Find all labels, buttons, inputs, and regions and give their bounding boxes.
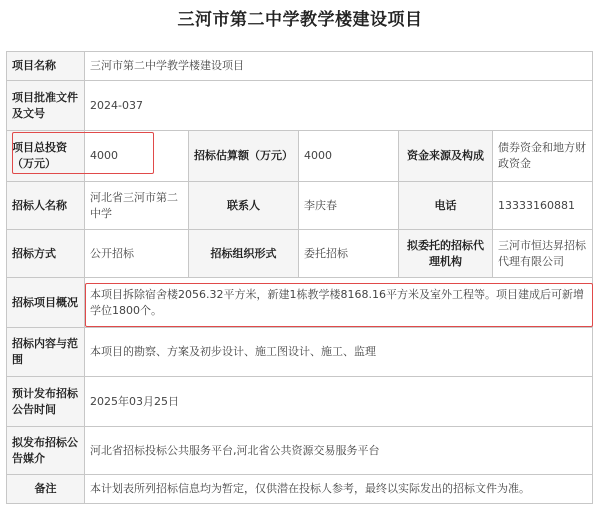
publish-time-value: 2025年03月25日 xyxy=(85,377,593,427)
contact-label: 联系人 xyxy=(189,182,299,230)
media-label: 拟发布招标公告媒介 xyxy=(7,427,85,475)
bid-estimate-value: 4000 xyxy=(299,131,399,182)
phone-label: 电话 xyxy=(399,182,493,230)
total-investment-label: 项目总投资（万元） xyxy=(7,131,85,182)
table-row xyxy=(7,131,593,182)
project-name-value: 三河市第二中学教学楼建设项目 xyxy=(85,52,593,81)
overview-value: 本项目拆除宿舍楼2056.32平方米，新建1栋教学楼8168.16平方米及室外工程等。项目建成后可新增学位1800个。 xyxy=(85,278,593,328)
tenderer-label: 招标人名称 xyxy=(7,182,85,230)
funding-source-value: 债券资金和地方财政资金 xyxy=(493,131,593,182)
tender-method-label: 招标方式 xyxy=(7,230,85,278)
tender-org-form-value: 委托招标 xyxy=(299,230,399,278)
page-title: 三河市第二中学教学楼建设项目 xyxy=(177,10,423,30)
bid-estimate-label: 招标估算额（万元） xyxy=(189,131,299,182)
table-row xyxy=(7,328,593,377)
scope-value: 本项目的勘察、方案及初步设计、施工图设计、施工、监理 xyxy=(85,328,593,377)
phone-value: 13333160881 xyxy=(493,182,593,230)
remark-label: 备注 xyxy=(7,475,85,504)
project-info-table xyxy=(6,51,593,504)
tenderer-value: 河北省三河市第二中学 xyxy=(85,182,189,230)
table-row xyxy=(7,52,593,81)
table-row xyxy=(7,377,593,427)
scope-label: 招标内容与范围 xyxy=(7,328,85,377)
table-row xyxy=(7,230,593,278)
publish-time-label: 预计发布招标公告时间 xyxy=(7,377,85,427)
total-investment-value: 4000 xyxy=(85,131,189,182)
agency-label: 拟委托的招标代理机构 xyxy=(399,230,493,278)
project-name-label: 项目名称 xyxy=(7,52,85,81)
approval-doc-label: 项目批准文件及文号 xyxy=(7,81,85,131)
media-value: 河北省招标投标公共服务平台,河北省公共资源交易服务平台 xyxy=(85,427,593,475)
table-row xyxy=(7,81,593,131)
agency-value: 三河市恒达昇招标代理有限公司 xyxy=(493,230,593,278)
overview-label: 招标项目概况 xyxy=(7,278,85,328)
table-row xyxy=(7,278,593,328)
approval-doc-value: 2024-037 xyxy=(85,81,593,131)
table-row xyxy=(7,427,593,475)
table-row xyxy=(7,475,593,504)
tender-org-form-label: 招标组织形式 xyxy=(189,230,299,278)
contact-value: 李庆春 xyxy=(299,182,399,230)
table-row xyxy=(7,182,593,230)
tender-method-value: 公开招标 xyxy=(85,230,189,278)
funding-source-label: 资金来源及构成 xyxy=(399,131,493,182)
remark-value: 本计划表所列招标信息均为暂定，仅供潜在投标人参考，最终以实际发出的招标文件为准。 xyxy=(85,475,593,504)
